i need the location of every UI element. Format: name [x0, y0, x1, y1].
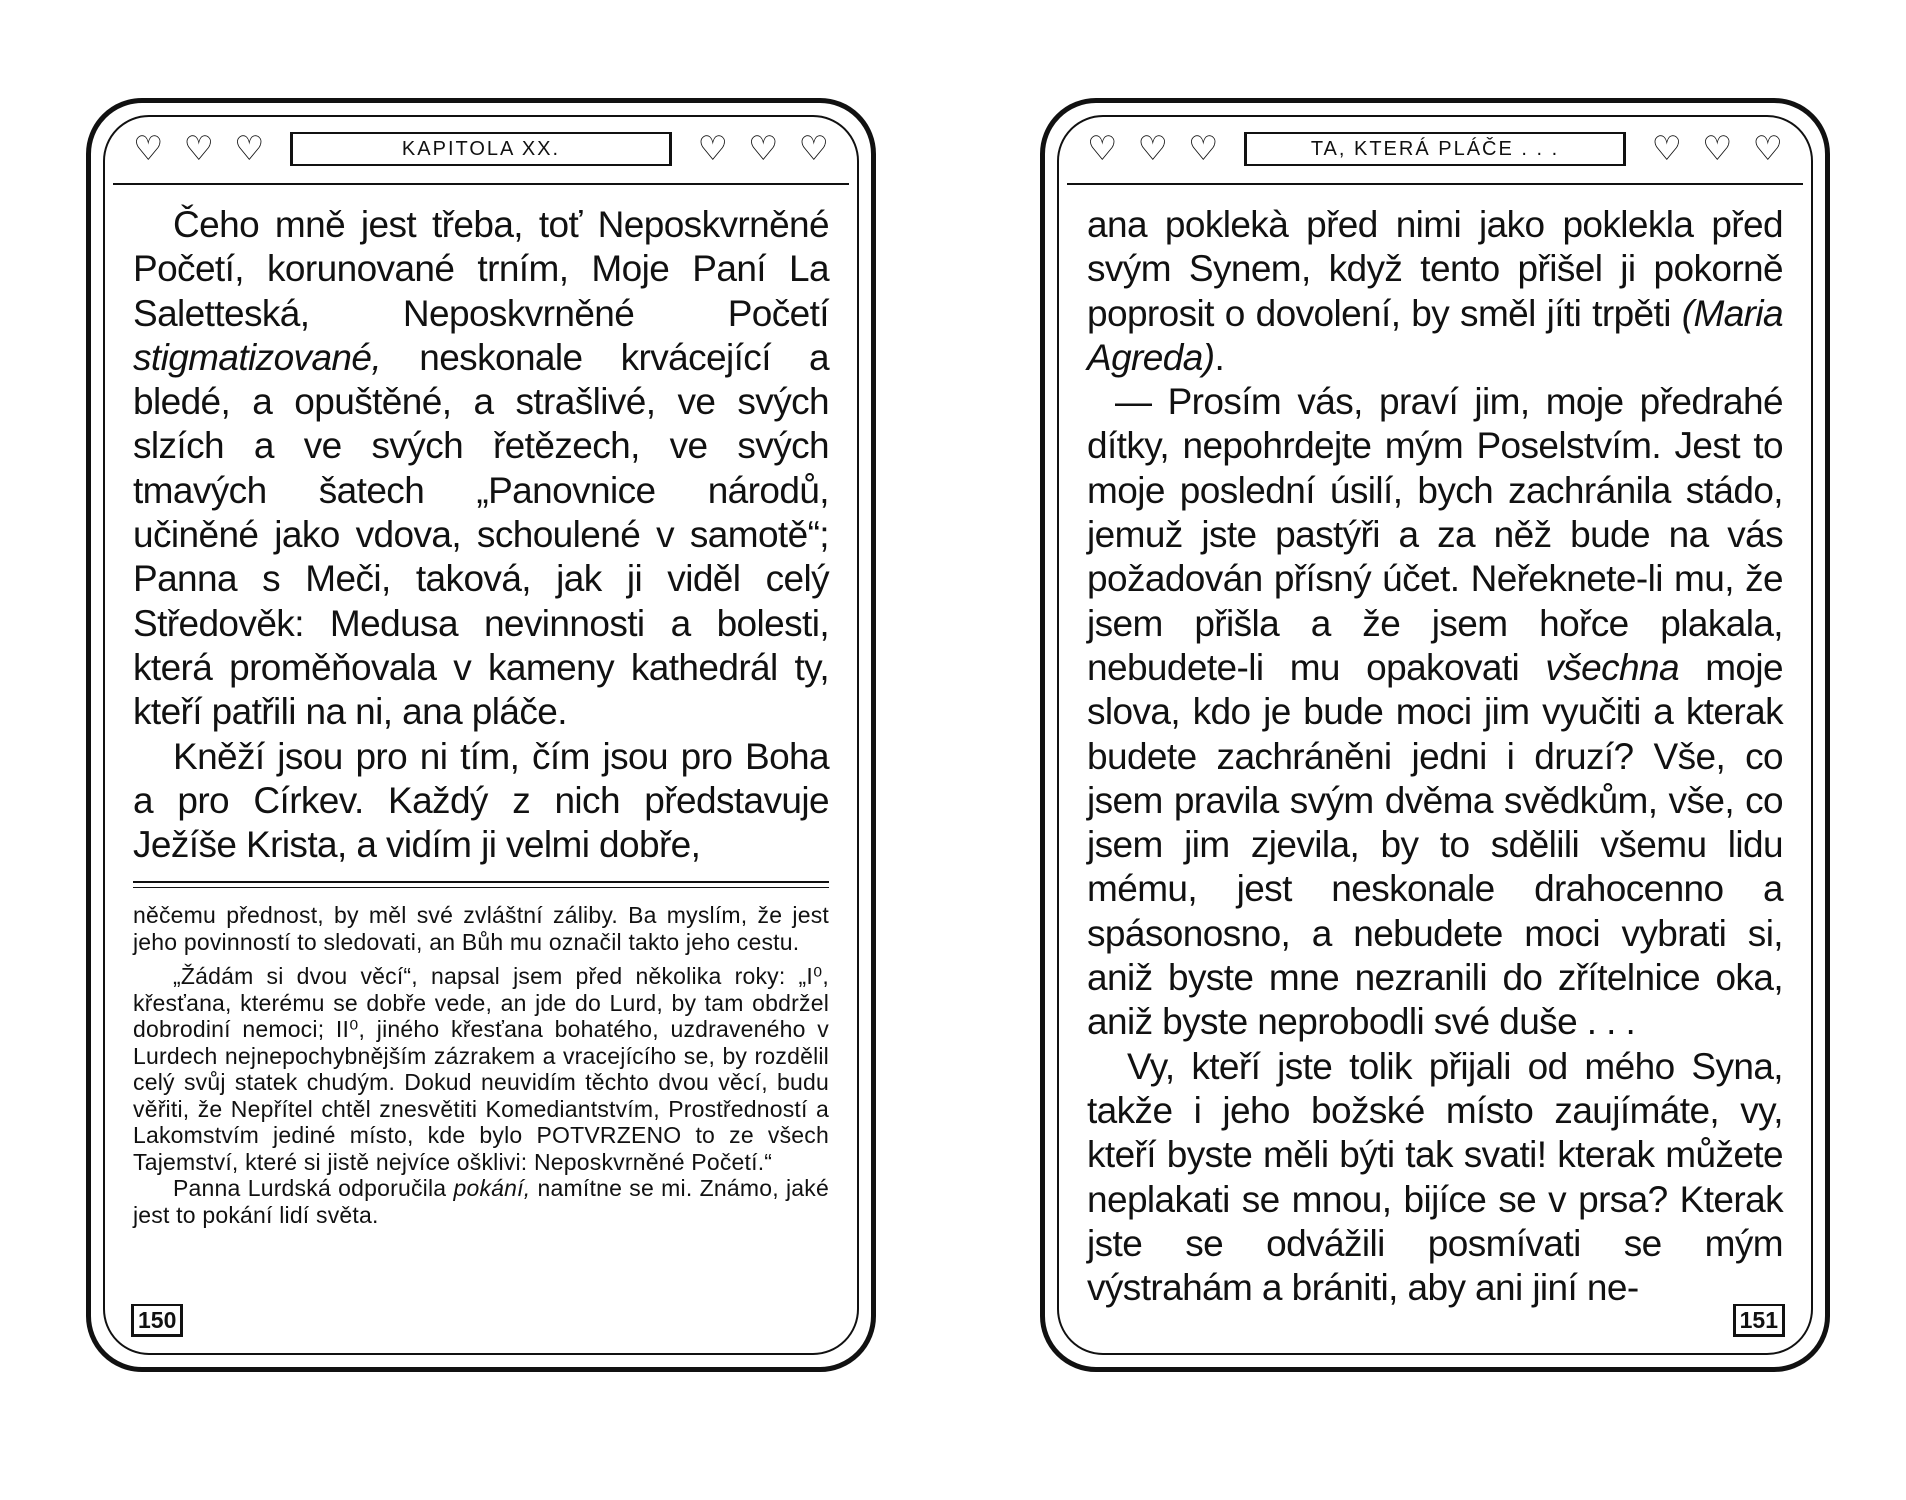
footnote-text: Panna Lurdská odporučila — [173, 1175, 454, 1202]
right-page — [1040, 98, 1830, 1372]
header-rule — [113, 183, 849, 185]
heart-icon: ♡ — [1187, 129, 1219, 169]
heart-icon: ♡ — [133, 129, 164, 169]
footnote-italic: pokání, — [453, 1175, 531, 1202]
right-header-hearts-left — [1087, 129, 1219, 169]
left-page-body — [133, 203, 829, 1228]
heart-icon: ♡ — [233, 129, 265, 169]
paragraph — [1087, 203, 1783, 380]
left-header-hearts-right — [697, 129, 829, 169]
page-number: 150 — [131, 1304, 183, 1337]
paragraph-text: . — [1214, 336, 1225, 378]
paragraph-text: Čeho mně jest třeba, toť Neposkvrněné Početí, korunované trním, Moje Paní La Saletteská, Neposkvrněné Početí — [133, 204, 829, 334]
right-page-body — [1087, 203, 1783, 1310]
footnote — [133, 1175, 829, 1228]
page-number: 151 — [1733, 1304, 1785, 1337]
paragraph-italic: stigmatizované, — [133, 336, 382, 378]
header-rule — [1067, 183, 1803, 185]
left-page-header — [133, 127, 829, 171]
heart-icon: ♡ — [183, 129, 214, 169]
paragraph-italic: všechna — [1545, 646, 1679, 688]
heart-icon: ♡ — [1651, 129, 1683, 169]
paragraph-text: ana poklekà před nimi jako poklekla před svým Synem, když tento přišel ji pokorně poprosit o dovolení, by směl jíti trpěti — [1087, 204, 1783, 334]
paragraph: Kněží jsou pro ni tím, čím jsou pro Boha a pro Církev. Každý z nich představuje Ježíše Krista, a vidím ji velmi dobře, — [133, 735, 829, 866]
heart-icon: ♡ — [798, 129, 829, 169]
paragraph-text: moje slova, kdo je bude moci jim vyučiti a kterak budete zachráněni jedni i druzí? Vše, co jsem pravila svým dvěma svědkům, vše, co jsem jim zjevila, by to sdělili všemu lidu mému, jest neskonale drahocenno a spásonosno, a nebudete moci vybrati si, aniž byste mne nezranili do zřítelnice oka, aniž byste neprobodli své duše . . . — [1087, 646, 1783, 1043]
footnote: „Žádám si dvou věcí“, napsal jsem před několika roky: „I⁰, křesťana, kterému se dobře vede, an jde do Lurd, by tam obdržel dobrodiní nemoci; II⁰, jiného křesťana bohatého, uzdraveného v Lurdech nejnepochybnějším zázrakem a vracejícího se, by rozdělil celý svůj statek chudým. Dokud neuvidím těchto dvou věcí, budu věřiti, že Nepřítel chtěl znesvětiti Komediantstvím, Prostředností a Lakomstvím jediné místo, kde bylo POTVRZENO to ze všech Tajemství, které si jistě nejvíce ošklivi: Neposkvrněné Početí.“ — [133, 963, 829, 1175]
main-text — [133, 203, 829, 867]
paragraph-italic: (Maria Agreda) — [1087, 292, 1783, 378]
paragraph — [1087, 380, 1783, 1044]
running-title: KAPITOLA XX. — [290, 132, 671, 166]
running-title: TA, KTERÁ PLÁČE . . . — [1244, 132, 1625, 166]
paragraph — [133, 203, 829, 735]
footnote-text: namítne se mi. Známo, jaké jest to pokání lidí světa. — [133, 1175, 829, 1228]
heart-icon: ♡ — [697, 129, 729, 169]
left-header-hearts-left — [133, 129, 265, 169]
heart-icon: ♡ — [1702, 129, 1733, 169]
main-text — [1087, 203, 1783, 1310]
footnote-separator — [133, 881, 829, 888]
heart-icon: ♡ — [1087, 129, 1118, 169]
right-header-hearts-right — [1651, 129, 1783, 169]
paragraph: Vy, kteří jste tolik přijali od mého Syna, takže i jeho božské místo zaujímáte, vy, kteří byste měli býti tak svati! kterak můžete neplakati se mnou, bijíce se v prsa? Kterak jste se odvážili posmívati se mým výstrahám a brániti, aby ani jiní ne- — [1087, 1045, 1783, 1309]
left-page — [86, 98, 876, 1372]
heart-icon: ♡ — [1752, 129, 1783, 169]
heart-icon: ♡ — [748, 129, 779, 169]
paragraph-text: neskonale krvácející a bledé, a opuštěné, a strašlivé, ve svých slzích a ve svých řetězech, ve svých tmavých šatech „Panovnice národů, učiněné jako vdova, schoulené v samotě“; Panna s Meči, taková, jak ji viděl celý Středověk: Medusa nevinnosti a bolesti, která proměňovala v kameny kathedrál ty, kteří patřili na ni, ana pláče. — [133, 336, 829, 733]
heart-icon: ♡ — [1137, 129, 1168, 169]
right-page-header — [1087, 127, 1783, 171]
footnotes — [133, 902, 829, 1228]
paragraph-text: — Prosím vás, praví jim, moje předrahé dítky, nepohrdejte mým Poselstvím. Jest to moje poslední úsilí, bych zachránila stádo, jemuž jste pastýři a za něž bude na vás požadován přísný účet. Neřeknete-li mu, že jsem přišla a že jsem hořce plakala, nebudete-li mu opakovati — [1087, 381, 1783, 688]
footnote: něčemu přednost, by měl své zvláštní záliby. Ba myslím, že jest jeho povinností to sledovati, an Bůh mu označil takto jeho cestu. — [133, 902, 829, 955]
